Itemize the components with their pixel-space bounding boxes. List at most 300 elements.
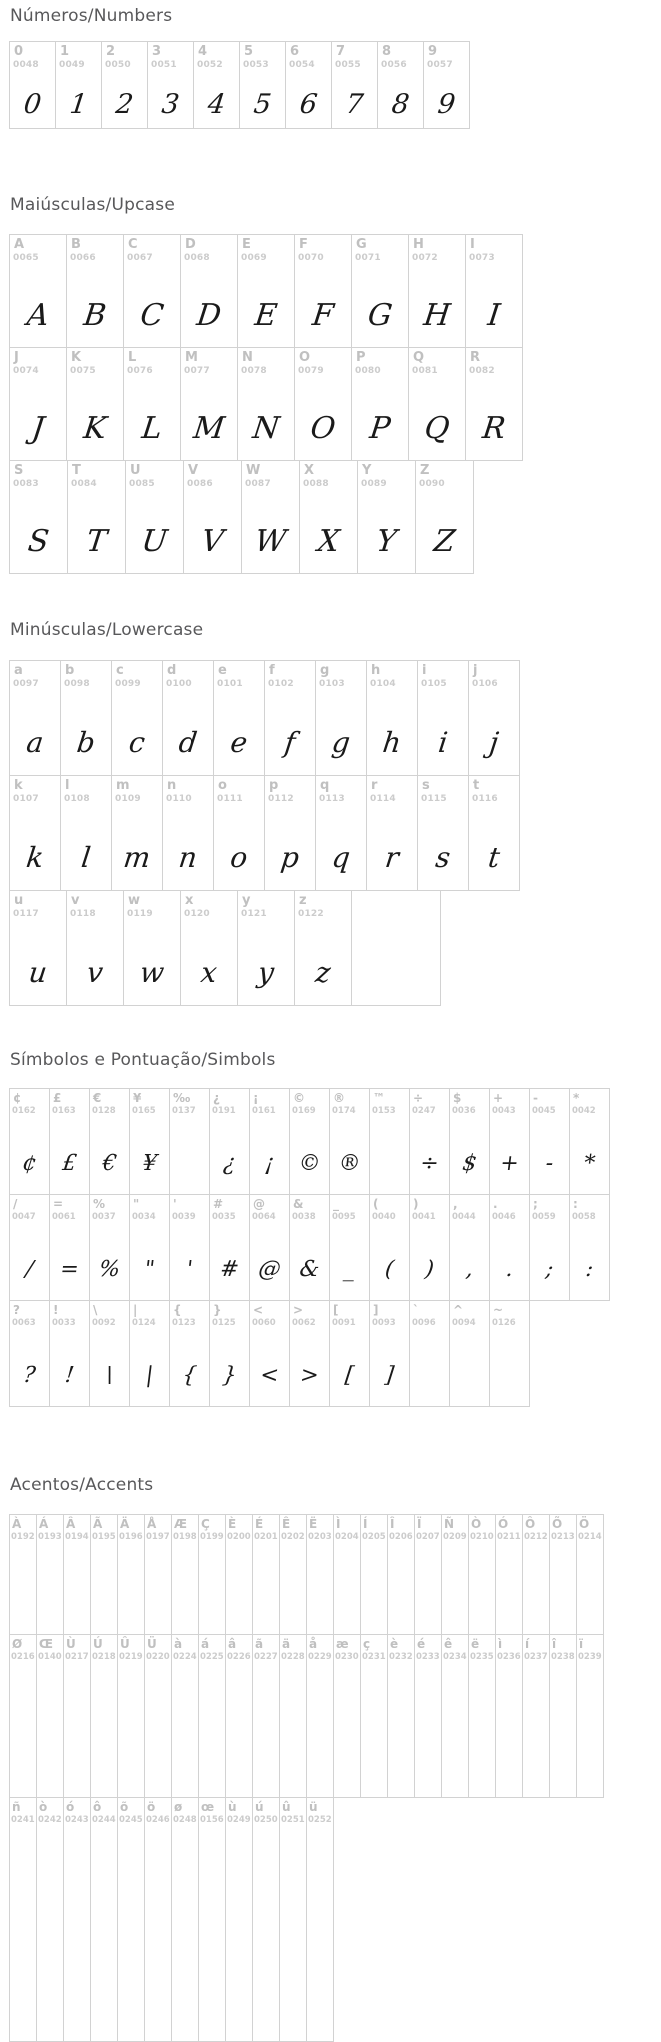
char-label: M bbox=[185, 350, 198, 365]
char-label: õ bbox=[120, 1800, 129, 1814]
glyph-cell-0105 bbox=[417, 660, 469, 776]
char-code: 0085 bbox=[129, 478, 155, 489]
glyph: 0 bbox=[22, 89, 43, 120]
glyph-cell-0056 bbox=[377, 41, 424, 129]
char-label: k bbox=[14, 778, 23, 793]
char-code: 0112 bbox=[268, 793, 294, 804]
char-code: 0055 bbox=[335, 59, 361, 70]
glyph-cell-0216 bbox=[9, 1634, 37, 1798]
glyph: - bbox=[544, 1151, 555, 1176]
glyph-cell-0245 bbox=[117, 1797, 145, 2042]
char-code: 0039 bbox=[172, 1211, 196, 1222]
char-code: 0124 bbox=[132, 1317, 156, 1328]
char-code: 0083 bbox=[13, 478, 39, 489]
char-code: 0092 bbox=[92, 1317, 116, 1328]
glyph-cell-0210 bbox=[468, 1514, 496, 1635]
char-code: 0118 bbox=[70, 908, 96, 919]
char-label: 4 bbox=[198, 44, 208, 59]
char-label: Á bbox=[39, 1517, 49, 1531]
char-code: 0218 bbox=[92, 1651, 116, 1662]
char-code: 0128 bbox=[92, 1105, 116, 1116]
char-code: 0064 bbox=[252, 1211, 276, 1222]
char-label: Ï bbox=[417, 1517, 422, 1531]
glyph-cell-0230 bbox=[333, 1634, 361, 1798]
char-code: 0045 bbox=[532, 1105, 556, 1116]
char-code: 0073 bbox=[469, 252, 495, 263]
glyph: n bbox=[176, 841, 200, 874]
char-code: 0086 bbox=[187, 478, 213, 489]
char-code: 0100 bbox=[166, 678, 192, 689]
glyph-cell-0101 bbox=[213, 660, 265, 776]
char-code: 0098 bbox=[64, 678, 90, 689]
char-label: $ bbox=[453, 1091, 462, 1105]
char-code: 0037 bbox=[92, 1211, 116, 1222]
glyph-cell-0093 bbox=[369, 1300, 410, 1407]
glyph-cell-0235 bbox=[468, 1634, 496, 1798]
char-label: é bbox=[417, 1637, 426, 1651]
glyph-cell-0080 bbox=[351, 347, 409, 461]
glyph: ¥ bbox=[140, 1151, 159, 1176]
glyph-cell-0068 bbox=[180, 234, 238, 348]
char-code: 0251 bbox=[281, 1814, 305, 1825]
char-label: J bbox=[14, 350, 19, 365]
char-label: Ô bbox=[525, 1517, 536, 1531]
glyph: . bbox=[504, 1257, 515, 1282]
char-code: 0104 bbox=[370, 678, 396, 689]
char-code: 0200 bbox=[227, 1531, 251, 1542]
char-code: 0202 bbox=[281, 1531, 305, 1542]
glyph-cell-0197 bbox=[144, 1514, 172, 1635]
glyph-cell-0107 bbox=[9, 775, 61, 891]
char-label: } bbox=[213, 1303, 222, 1317]
glyph: H bbox=[421, 298, 453, 333]
char-label: L bbox=[128, 350, 137, 365]
glyph: ? bbox=[22, 1363, 37, 1388]
char-label: Œ bbox=[39, 1637, 54, 1651]
char-code: 0056 bbox=[381, 59, 407, 70]
char-code: 0232 bbox=[389, 1651, 413, 1662]
char-label: ö bbox=[147, 1800, 156, 1814]
char-code: 0207 bbox=[416, 1531, 440, 1542]
glyph: R bbox=[480, 411, 508, 446]
char-code: 0101 bbox=[217, 678, 243, 689]
glyph-cell-empty bbox=[351, 890, 441, 1006]
char-code: 0193 bbox=[38, 1531, 62, 1542]
char-label: Ë bbox=[309, 1517, 318, 1531]
glyph: > bbox=[298, 1363, 321, 1388]
char-label: û bbox=[282, 1800, 291, 1814]
glyph-cell-0126 bbox=[489, 1300, 530, 1407]
char-code: 0051 bbox=[151, 59, 177, 70]
char-code: 0052 bbox=[197, 59, 223, 70]
char-label: * bbox=[573, 1091, 580, 1105]
char-label: É bbox=[255, 1517, 264, 1531]
glyph: F bbox=[310, 298, 336, 333]
glyph: ! bbox=[63, 1363, 76, 1388]
char-label: Æ bbox=[174, 1517, 188, 1531]
char-label: Ó bbox=[498, 1517, 509, 1531]
char-label: e bbox=[218, 663, 227, 678]
char-label: Ã bbox=[93, 1517, 103, 1531]
glyph-cell-0054 bbox=[285, 41, 332, 129]
char-code: 0245 bbox=[119, 1814, 143, 1825]
char-label: Ù bbox=[66, 1637, 76, 1651]
glyph-cell-0111 bbox=[213, 775, 265, 891]
char-label: c bbox=[116, 663, 124, 678]
char-label: G bbox=[356, 237, 367, 252]
char-code: 0217 bbox=[65, 1651, 89, 1662]
glyph-table-symbols bbox=[9, 1088, 610, 1407]
glyph-cell-0244 bbox=[90, 1797, 118, 2042]
glyph-cell-0035 bbox=[209, 1194, 250, 1301]
char-label: . bbox=[493, 1197, 498, 1211]
glyph-cell-0070 bbox=[294, 234, 352, 348]
glyph-cell-0153 bbox=[369, 1088, 410, 1195]
char-code: 0212 bbox=[524, 1531, 548, 1542]
char-code: 0229 bbox=[308, 1651, 332, 1662]
char-label: O bbox=[299, 350, 311, 365]
glyph-cell-0095 bbox=[329, 1194, 370, 1301]
glyph-cell-0050 bbox=[101, 41, 148, 129]
glyph-cell-0122 bbox=[294, 890, 352, 1006]
glyph-cell-0063 bbox=[9, 1300, 50, 1407]
glyph-cell-0066 bbox=[66, 234, 124, 348]
char-label: o bbox=[218, 778, 227, 793]
glyph-cell-0049 bbox=[55, 41, 102, 129]
glyph: & bbox=[298, 1257, 321, 1282]
char-code: 0111 bbox=[217, 793, 243, 804]
glyph-cell-0072 bbox=[408, 234, 466, 348]
glyph: ¢ bbox=[20, 1151, 39, 1176]
char-code: 0070 bbox=[298, 252, 324, 263]
glyph-cell-0220 bbox=[144, 1634, 172, 1798]
glyph-cell-0249 bbox=[225, 1797, 253, 2042]
char-label: 9 bbox=[428, 44, 438, 59]
glyph-cell-0075 bbox=[66, 347, 124, 461]
char-code: 0049 bbox=[59, 59, 85, 70]
glyph-cell-0246 bbox=[144, 1797, 172, 2042]
glyph-cell-0227 bbox=[252, 1634, 280, 1798]
char-label: ` bbox=[413, 1303, 419, 1317]
char-code: 0072 bbox=[412, 252, 438, 263]
glyph-cell-0086 bbox=[183, 460, 242, 574]
char-code: 0071 bbox=[355, 252, 381, 263]
glyph: o bbox=[228, 841, 250, 874]
char-label: p bbox=[269, 778, 279, 793]
char-code: 0063 bbox=[12, 1317, 36, 1328]
char-code: 0107 bbox=[13, 793, 39, 804]
glyph-cell-0192 bbox=[9, 1514, 37, 1635]
char-code: 0095 bbox=[332, 1211, 356, 1222]
glyph: t bbox=[486, 841, 502, 874]
char-label: ' bbox=[173, 1197, 177, 1211]
char-code: 0081 bbox=[412, 365, 438, 376]
glyph-cell-0206 bbox=[387, 1514, 415, 1635]
char-code: 0058 bbox=[572, 1211, 596, 1222]
glyph-cell-0073 bbox=[465, 234, 523, 348]
glyph-cell-0238 bbox=[549, 1634, 577, 1798]
glyph-cell-0140 bbox=[36, 1634, 64, 1798]
glyph-cell-0241 bbox=[9, 1797, 37, 2042]
char-label: w bbox=[128, 893, 141, 908]
glyph-cell-0231 bbox=[360, 1634, 388, 1798]
char-label: ~ bbox=[493, 1303, 504, 1317]
glyph-cell-0110 bbox=[162, 775, 214, 891]
glyph-cell-0099 bbox=[111, 660, 163, 776]
char-label: Ö bbox=[579, 1517, 590, 1531]
glyph-cell-0207 bbox=[414, 1514, 442, 1635]
char-code: 0060 bbox=[252, 1317, 276, 1328]
glyph-cell-0209 bbox=[441, 1514, 469, 1635]
glyph-table-upcase bbox=[9, 234, 523, 574]
char-code: 0195 bbox=[92, 1531, 116, 1542]
char-label: m bbox=[116, 778, 130, 793]
char-label: - bbox=[533, 1091, 538, 1105]
glyph: / bbox=[24, 1257, 35, 1282]
char-label: ) bbox=[413, 1197, 419, 1211]
glyph: ] bbox=[383, 1363, 396, 1388]
glyph-cell-0243 bbox=[63, 1797, 91, 2042]
char-label: ï bbox=[579, 1637, 584, 1651]
glyph: ; bbox=[544, 1257, 555, 1282]
char-code: 0093 bbox=[372, 1317, 396, 1328]
glyph-cell-0128 bbox=[89, 1088, 130, 1195]
char-code: 0196 bbox=[119, 1531, 143, 1542]
char-label: ¿ bbox=[213, 1091, 220, 1105]
glyph-cell-0081 bbox=[408, 347, 466, 461]
glyph: € bbox=[100, 1151, 119, 1176]
glyph: q bbox=[330, 841, 352, 874]
glyph: M bbox=[191, 411, 227, 446]
char-code: 0163 bbox=[52, 1105, 76, 1116]
char-label: € bbox=[93, 1091, 102, 1105]
glyph-cell-0079 bbox=[294, 347, 352, 461]
glyph-cell-0109 bbox=[111, 775, 163, 891]
glyph-cell-0042 bbox=[569, 1088, 610, 1195]
glyph: u bbox=[26, 956, 50, 989]
char-code: 0226 bbox=[227, 1651, 251, 1662]
glyph-cell-0083 bbox=[9, 460, 68, 574]
char-label: 8 bbox=[382, 44, 392, 59]
char-code: 0242 bbox=[38, 1814, 62, 1825]
char-label: a bbox=[14, 663, 23, 678]
char-label: [ bbox=[333, 1303, 339, 1317]
glyph-cell-0236 bbox=[495, 1634, 523, 1798]
glyph-row bbox=[9, 890, 520, 1006]
glyph-cell-0193 bbox=[36, 1514, 64, 1635]
glyph-cell-0082 bbox=[465, 347, 523, 461]
glyph-cell-0250 bbox=[252, 1797, 280, 2042]
glyph-cell-0137 bbox=[169, 1088, 210, 1195]
glyph: Y bbox=[374, 524, 399, 559]
glyph-cell-0112 bbox=[264, 775, 316, 891]
char-label: ¥ bbox=[133, 1091, 142, 1105]
glyph: m bbox=[121, 841, 153, 874]
char-code: 0087 bbox=[245, 478, 271, 489]
glyph: % bbox=[97, 1257, 122, 1282]
glyph-cell-0053 bbox=[239, 41, 286, 129]
char-label: h bbox=[371, 663, 381, 678]
char-label: 5 bbox=[244, 44, 254, 59]
char-label: / bbox=[13, 1197, 18, 1211]
char-code: 0228 bbox=[281, 1651, 305, 1662]
glyph: d bbox=[177, 726, 199, 759]
char-code: 0174 bbox=[332, 1105, 356, 1116]
char-label: \ bbox=[93, 1303, 98, 1317]
char-code: 0119 bbox=[127, 908, 153, 919]
glyph-cell-0251 bbox=[279, 1797, 307, 2042]
char-label: ù bbox=[228, 1800, 237, 1814]
char-code: 0247 bbox=[412, 1105, 436, 1116]
char-code: 0198 bbox=[173, 1531, 197, 1542]
char-code: 0079 bbox=[298, 365, 324, 376]
glyph-cell-0202 bbox=[279, 1514, 307, 1635]
char-label: @ bbox=[253, 1197, 265, 1211]
char-code: 0219 bbox=[119, 1651, 143, 1662]
char-code: 0046 bbox=[492, 1211, 516, 1222]
glyph-row bbox=[9, 1514, 604, 1635]
glyph: } bbox=[220, 1363, 239, 1388]
char-code: 0115 bbox=[421, 793, 447, 804]
char-label: à bbox=[174, 1637, 183, 1651]
char-label: C bbox=[128, 237, 138, 252]
char-code: 0203 bbox=[308, 1531, 332, 1542]
char-code: 0227 bbox=[254, 1651, 278, 1662]
glyph-cell-0174 bbox=[329, 1088, 370, 1195]
char-label: < bbox=[253, 1303, 264, 1317]
char-code: 0244 bbox=[92, 1814, 116, 1825]
glyph-cell-0123 bbox=[169, 1300, 210, 1407]
glyph: T bbox=[84, 524, 109, 559]
char-code: 0110 bbox=[166, 793, 192, 804]
glyph-cell-0247 bbox=[409, 1088, 450, 1195]
glyph-cell-0118 bbox=[66, 890, 124, 1006]
glyph-cell-0033 bbox=[49, 1300, 90, 1407]
glyph-cell-0077 bbox=[180, 347, 238, 461]
char-code: 0211 bbox=[497, 1531, 521, 1542]
char-label: ü bbox=[309, 1800, 318, 1814]
glyph-cell-0102 bbox=[264, 660, 316, 776]
glyph-cell-0201 bbox=[252, 1514, 280, 1635]
section-lowercase bbox=[9, 620, 661, 1006]
char-code: 0047 bbox=[12, 1211, 36, 1222]
char-label: å bbox=[309, 1637, 318, 1651]
glyph: * bbox=[582, 1151, 597, 1176]
glyph-row bbox=[9, 1300, 610, 1407]
glyph-row bbox=[9, 234, 523, 348]
glyph: ' bbox=[184, 1257, 195, 1282]
glyph-cell-0096 bbox=[409, 1300, 450, 1407]
glyph-cell-0088 bbox=[299, 460, 358, 574]
char-code: 0205 bbox=[362, 1531, 386, 1542]
glyph: © bbox=[296, 1151, 323, 1176]
glyph: V bbox=[199, 524, 226, 559]
glyph-cell-0162 bbox=[9, 1088, 50, 1195]
glyph-cell-0252 bbox=[306, 1797, 334, 2042]
char-label: A bbox=[14, 237, 25, 252]
char-label: ú bbox=[255, 1800, 264, 1814]
char-code: 0114 bbox=[370, 793, 396, 804]
char-label: ^ bbox=[453, 1303, 464, 1317]
glyph-cell-0065 bbox=[9, 234, 67, 348]
section-accents bbox=[9, 1475, 661, 2042]
glyph-cell-0233 bbox=[414, 1634, 442, 1798]
char-code: 0097 bbox=[13, 678, 39, 689]
glyph-cell-0228 bbox=[279, 1634, 307, 1798]
glyph: D bbox=[194, 298, 224, 333]
char-label: i bbox=[422, 663, 427, 678]
glyph: B bbox=[81, 298, 109, 333]
char-label: â bbox=[228, 1637, 237, 1651]
char-label: T bbox=[72, 463, 81, 478]
glyph: E bbox=[252, 298, 280, 333]
glyph: : bbox=[584, 1257, 595, 1282]
glyph: N bbox=[250, 411, 282, 446]
glyph-cell-0198 bbox=[171, 1514, 199, 1635]
char-label: Í bbox=[363, 1517, 368, 1531]
char-code: 0153 bbox=[372, 1105, 396, 1116]
glyph-cell-0060 bbox=[249, 1300, 290, 1407]
char-code: 0123 bbox=[172, 1317, 196, 1328]
char-label: ì bbox=[498, 1637, 503, 1651]
glyph: f bbox=[282, 726, 298, 759]
glyph-cell-0038 bbox=[289, 1194, 330, 1301]
glyph-cell-0047 bbox=[9, 1194, 50, 1301]
glyph-cell-0196 bbox=[117, 1514, 145, 1635]
glyph: l bbox=[79, 841, 93, 874]
glyph: 4 bbox=[206, 89, 227, 120]
glyph-cell-0052 bbox=[193, 41, 240, 129]
char-code: 0191 bbox=[212, 1105, 236, 1116]
glyph: [ bbox=[343, 1363, 356, 1388]
glyph-cell-0165 bbox=[129, 1088, 170, 1195]
glyph: G bbox=[365, 298, 395, 333]
glyph-table-lowercase bbox=[9, 660, 520, 1006]
glyph-cell-0089 bbox=[357, 460, 416, 574]
char-code: 0239 bbox=[578, 1651, 602, 1662]
char-code: 0209 bbox=[443, 1531, 467, 1542]
glyph-cell-0211 bbox=[495, 1514, 523, 1635]
char-code: 0204 bbox=[335, 1531, 359, 1542]
glyph-cell-0203 bbox=[306, 1514, 334, 1635]
char-label: r bbox=[371, 778, 378, 793]
char-code: 0201 bbox=[254, 1531, 278, 1542]
char-label: ! bbox=[53, 1303, 59, 1317]
glyph-row bbox=[9, 1634, 604, 1798]
char-code: 0091 bbox=[332, 1317, 356, 1328]
section-title-lowercase: Minúsculas/Lowercase bbox=[10, 620, 204, 640]
glyph-cell-0064 bbox=[249, 1194, 290, 1301]
glyph: I bbox=[485, 298, 503, 333]
glyph-cell-0104 bbox=[366, 660, 418, 776]
char-code: 0192 bbox=[11, 1531, 35, 1542]
glyph-cell-0194 bbox=[63, 1514, 91, 1635]
char-code: 0034 bbox=[132, 1211, 156, 1222]
char-label: Ø bbox=[12, 1637, 23, 1651]
char-label: " bbox=[133, 1197, 140, 1211]
char-label: H bbox=[413, 237, 424, 252]
char-label: V bbox=[188, 463, 199, 478]
char-label: B bbox=[71, 237, 81, 252]
glyph: @ bbox=[256, 1257, 283, 1282]
char-label: S bbox=[14, 463, 24, 478]
glyph: 6 bbox=[298, 89, 319, 120]
char-label: > bbox=[293, 1303, 304, 1317]
char-code: 0041 bbox=[412, 1211, 436, 1222]
char-label: q bbox=[320, 778, 330, 793]
char-label: ë bbox=[471, 1637, 480, 1651]
glyph-cell-0044 bbox=[449, 1194, 490, 1301]
